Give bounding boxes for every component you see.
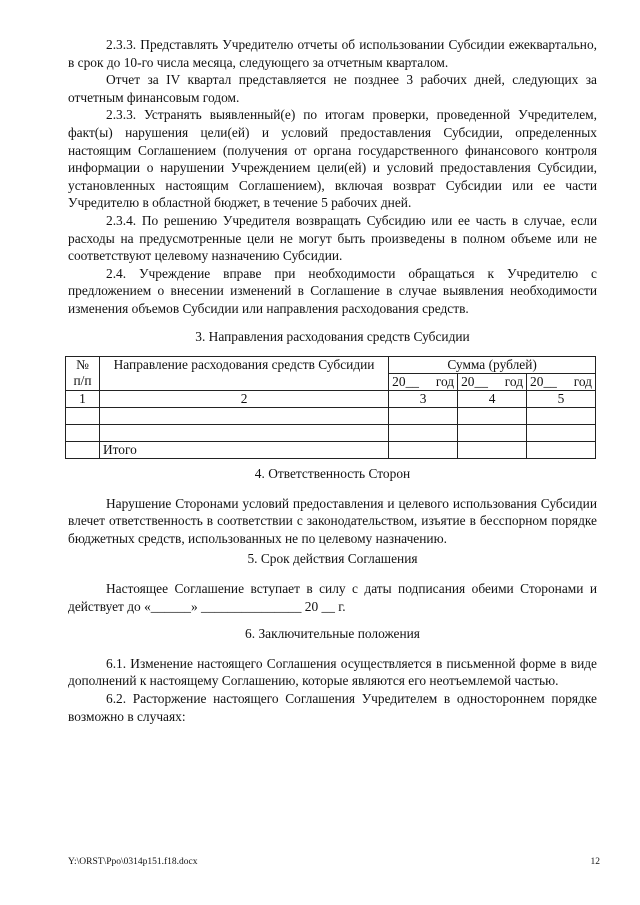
index-cell: 4 [458, 391, 527, 408]
year-col-1: 20__ год [389, 374, 458, 391]
paragraph-6-2: 6.2. Расторжение настоящего Соглашения Учредителем в одностороннем порядке возможно в случаях: [68, 691, 597, 724]
col-sum-header: Сумма (рублей) [389, 357, 596, 374]
table-header-row [66, 357, 596, 374]
year-col-2: 20__ год [458, 374, 527, 391]
page-number: 12 [590, 857, 600, 867]
section-5-text: Настоящее Соглашение вступает в силу с даты подписания обеими Сторонами и действует до «______» _______________ 20 __ г. [68, 581, 597, 614]
index-cell: 5 [527, 391, 596, 408]
paragraph-6-1: 6.1. Изменение настоящего Соглашения осуществляется в письменной форме в виде дополнений к настоящему Соглашению, которые являются его неотъемлемой частью. [68, 655, 597, 689]
paragraph-2-3-4: 2.3.4. По решению Учредителя возвращать Субсидию или ее часть в случае, если расходы на предусмотренные цели не могут быть произведены в полном объеме или не соответствуют целевому назначению Субсидии. [68, 212, 597, 264]
total-label: Итого [99, 442, 388, 459]
paragraph-2-3-3-reports: 2.3.3. Представлять Учредителю отчеты об использовании Субсидии ежеквартально, в срок до 10-го числа месяца, следующего за отчетным кварталом. [68, 37, 597, 70]
section-5-title: 5. Срок действия Соглашения [247, 551, 418, 567]
paragraph-q4-report: Отчет за IV квартал представляется не позднее 3 рабочих дней, следующих за отчетным финансовым годом. [68, 72, 597, 105]
section-4-title: 4. Ответственность Сторон [254, 466, 411, 482]
year-col-3: 20__ год [527, 374, 596, 391]
table-row-empty [66, 408, 596, 425]
table-row-empty [66, 425, 596, 442]
index-cell: 3 [389, 391, 458, 408]
col-direction-header: Направление расходования средств Субсидии [99, 357, 388, 391]
page-footer [68, 857, 600, 867]
index-cell: 1 [66, 391, 100, 408]
section-6-title: 6. Заключительные положения [245, 626, 420, 642]
document-page [68, 36, 597, 725]
paragraph-2-4: 2.4. Учреждение вправе при необходимости обращаться к Учредителю с предложением о внесении изменений в Соглашение в случае выявления необходимости изменения объемов Субсидии или направления расходования средств. [68, 265, 597, 316]
paragraph-2-3-3-violations: 2.3.3. Устранять выявленный(е) по итогам проверки, проведенной Учредителем, факт(ы) нарушения цели(ей) и условий предоставления Субсидии, определенных настоящим Соглашением (получения от органа государственного финансового контроля информации о нарушении Учреждением цели(ей) и условий предоставления Субсидии, установленных настоящим Соглашением), включая возврат Субсидии или ее части Учредителю в областной бюджет, в течение 5 рабочих дней. [68, 107, 597, 211]
index-cell: 2 [99, 391, 388, 408]
table-index-row [66, 391, 596, 408]
file-path: Y:\ORST\Ppo\0314p151.f18.docx [68, 857, 198, 867]
table-total-row [66, 442, 596, 459]
section-4-text: Нарушение Сторонами условий предоставления и целевого использования Субсидии влечет ответственность в соответствии с законодательством, изъятие в бесспорном порядке бюджетных средств, использованных не по целевому назначению. [68, 495, 597, 546]
section-3-title: 3. Направления расходования средств Субсидии [195, 328, 470, 344]
expenditure-table [65, 356, 596, 459]
col-num-header: № п/п [66, 357, 100, 391]
